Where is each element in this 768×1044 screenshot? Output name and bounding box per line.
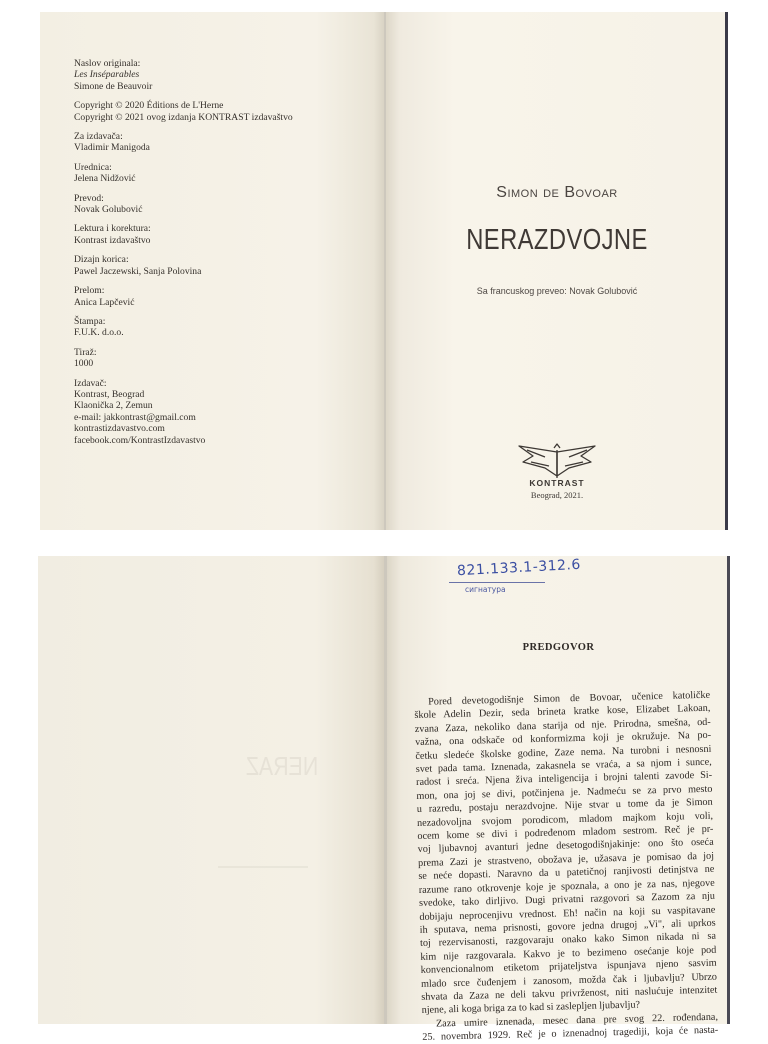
imprint-entry: [74, 223, 374, 246]
imprint-label: Prevod:: [74, 192, 104, 204]
page-edge-shadow: [727, 556, 730, 1024]
imprint-label: Dizajn korica:: [74, 254, 129, 266]
preface-line: svedoke, tako dirljivo. Dugi privatni razgovori sa Zazom za nju: [418, 890, 716, 910]
publisher-name: KONTRAST: [529, 478, 585, 488]
preface-line: kim nije razgovarala. Kakvo je to bezimeno osećanje koje pod: [420, 944, 717, 963]
imprint-entry: [74, 100, 374, 123]
imprint-value: Simone de Beauvoir: [74, 80, 153, 92]
preface-line: Pored devetogodišnje Simon de Bovoar, učenice katoličke: [428, 689, 711, 708]
imprint-block: [74, 58, 374, 454]
preface-page: [387, 556, 730, 1044]
preface-line: radost i sreća. Njena živa inteligencija i brojni talenti zavode Si-: [415, 770, 713, 789]
bottom-spread-scan: [38, 556, 730, 1044]
show-through-mark: [218, 866, 308, 882]
imprint-label: Urednica:: [74, 161, 112, 173]
blank-verso-page: [38, 556, 384, 1024]
imprint-label: Tiraž:: [74, 346, 97, 358]
imprint-value: F.U.K. d.o.o.: [74, 327, 124, 339]
imprint-label: Štampa:: [74, 315, 106, 327]
preface-line: škole Adelin Dezir, seda brineta kratke kose, Elizabet Lakoan,: [414, 703, 711, 722]
imprint-entry: [74, 347, 374, 370]
imprint-value: Les Inséparables: [74, 69, 140, 81]
imprint-label: Copyright © 2020 Éditions de L'Herne: [74, 100, 224, 112]
imprint-entry: [74, 58, 374, 92]
preface-line: konvencionalnom etiketom prijateljstva ispunjava njeno sasvim: [420, 957, 717, 977]
preface-line: važna, ona odskače od konformizma koji je okružuje. Na po-: [415, 729, 712, 749]
preface-line: toj rezervisanosti, razgovaraju onako kako Simon nikada ni sa: [419, 931, 717, 950]
imprint-label: Za izdavača:: [74, 131, 123, 143]
imprint-value: Anica Lapčević: [74, 296, 135, 308]
preface-line: četku sledeće školske godine, Zaze nema. Na turobni i nesnosni: [415, 743, 712, 762]
imprint-value: e-mail: jakkontrast@gmail.com: [74, 411, 196, 423]
imprint-entry: [74, 285, 374, 308]
preface-line: shvata da Zaza ne deli takvu privrženost, niti naslućuje intenzitet: [421, 984, 718, 1003]
preface-line: prema Zazi je strastveno, obožava je, užasava je pomisao da joj: [417, 850, 715, 869]
imprint-entry: [74, 316, 374, 339]
kontrast-moth-logo-icon: [515, 442, 599, 482]
show-through-shadow: NERAZ: [245, 751, 319, 781]
city-year: Beograd, 2021.: [530, 490, 584, 500]
preface-line: razume rano otkrovenje koje je spoznala, a ono je za nas, njegove: [418, 877, 715, 896]
imprint-label: Izdavač:: [74, 377, 107, 389]
preface-paragraph: [414, 689, 718, 1044]
imprint-label: Naslov originala:: [74, 58, 141, 69]
imprint-value: Jelena Nidžović: [74, 173, 136, 185]
preface-heading: PREDGOVOR: [522, 642, 595, 653]
imprint-value: kontrastizdavastvo.com: [74, 423, 165, 435]
imprint-value: Kontrast, Beograd: [74, 388, 145, 400]
preface-line: voj ljubavnoj avanturi jedne desetogodišnjakinje: ono što oseća: [417, 837, 714, 856]
imprint-value: Novak Golubović: [74, 204, 143, 216]
imprint-label: Prelom:: [74, 285, 105, 297]
page-edge-shadow: [725, 12, 728, 530]
preface-line: ih sputava, nema prisnosti, govore jedna drugoj „Vi", ali uprkos: [419, 917, 716, 936]
preface-line: mon, ona joj se divi, potčinjena je. Nadmeću se za prvo mesto: [416, 783, 713, 802]
imprint-entry: [74, 254, 374, 277]
stamp-underline: [449, 582, 545, 583]
preface-line: mlado srce čuđenjem i zanosom, možda čak i ljubavlju? Ubrzo: [420, 971, 718, 990]
imprint-value: Pawel Jaczewski, Sanja Polovina: [74, 265, 202, 277]
top-spread-scan: [40, 12, 728, 530]
translator-line: Sa francuskog preveo: Novak Golubović: [476, 286, 638, 296]
imprint-value: Kontrast izdavaštvo: [74, 234, 151, 246]
author-name: Simon de Bovoar: [496, 184, 618, 201]
imprint-page: [40, 12, 384, 530]
imprint-value: Copyright © 2021 ovog izdanja KONTRAST izdavaštvo: [74, 111, 293, 123]
preface-line: se neće dopasti. Naravno da u patetičnoj ranjivosti detinjstva ne: [418, 863, 715, 883]
preface-line: svet pada tama. Iznenada, zakasnela se vraća, a sa njom i sunce,: [415, 756, 712, 776]
preface-line: u razredu, postaju nerazdvojne. Nije stvar u tome da je Simon: [416, 796, 713, 816]
imprint-value: Klaonička 2, Zemun: [74, 400, 153, 412]
preface-line: njene, ali koga briga za to kad si zaslepljen ljubavlju?: [421, 999, 641, 1017]
imprint-entry: [74, 131, 374, 154]
preface-line: nezadovoljna svojom porodicom, mladom majkom koju voli,: [416, 810, 714, 829]
imprint-label: Lektura i korektura:: [74, 223, 151, 235]
preface-line: dobijaju neprocenjivu vrednost. Eh! način na koji su vaspitavane: [419, 904, 716, 923]
preface-line: ocem kome se divi i podređenom mladom sestrom. Reč je pr-: [417, 823, 714, 843]
library-signature-stamp: 821.133.1-312.6: [456, 556, 582, 580]
book-title: NERAZDVOJNE: [466, 224, 648, 256]
preface-line: 25. novembra 1929. Reč je o iznenadnoj tragediji, koja će nasta-: [422, 1024, 719, 1044]
stamp-label: сигнатура: [465, 585, 506, 594]
imprint-value: Vladimir Manigoda: [74, 142, 150, 154]
preface-line: zvana Zaza, nekoliko dana starija od nje. Prirodna, smešna, od-: [414, 716, 711, 735]
imprint-value: facebook.com/KontrastIzdavastvo: [74, 434, 206, 446]
title-page: [386, 12, 728, 530]
imprint-entry: [74, 378, 374, 446]
imprint-entry: [74, 193, 374, 216]
imprint-value: 1000: [74, 358, 94, 370]
imprint-entry: [74, 162, 374, 185]
preface-line: Zaza umire iznenada, mesec dana pre svog 22. rođendana,: [435, 1011, 719, 1030]
